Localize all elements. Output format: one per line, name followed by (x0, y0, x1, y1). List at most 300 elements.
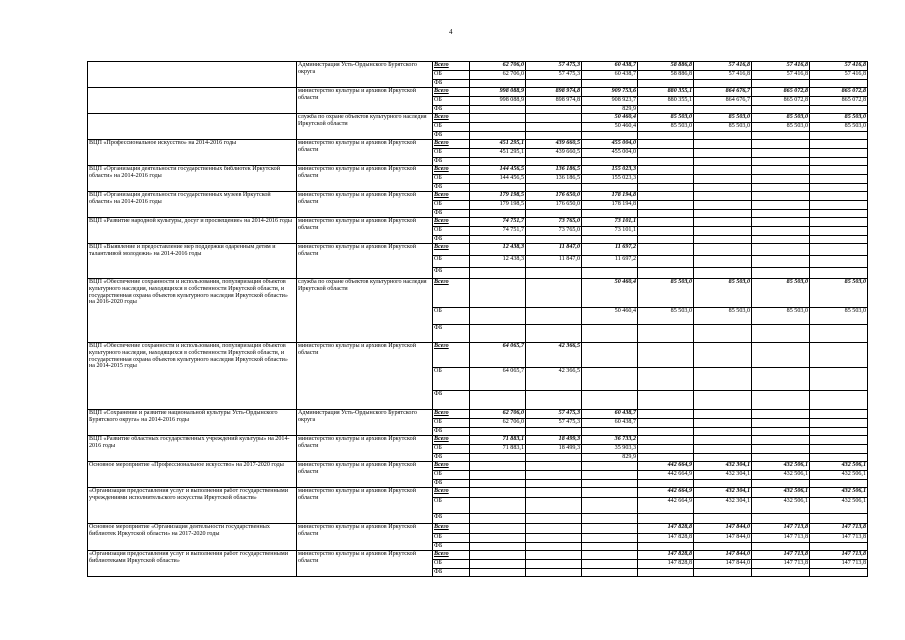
amount-cell (694, 368, 752, 391)
amount-cell: 432 506,1 (752, 498, 810, 514)
amount-cell (810, 175, 868, 184)
amount-cell (582, 480, 638, 488)
amount-cell: 57 416,8 (752, 71, 810, 80)
amount-cell (694, 80, 752, 88)
amount-cell (694, 391, 752, 410)
amount-cell (694, 256, 752, 268)
amount-cell (810, 166, 868, 175)
funding-source-cell: ФБ (433, 325, 470, 343)
funding-source-cell: ФБ (433, 514, 470, 524)
funding-source-cell: ФБ (433, 184, 470, 192)
amount-cell: 178 194,8 (582, 201, 638, 210)
amount-cell (526, 158, 582, 166)
amount-cell (810, 106, 868, 114)
amount-cell: 62 706,0 (470, 62, 526, 71)
amount-cell (526, 184, 582, 192)
amount-cell (470, 132, 526, 140)
amount-cell (694, 410, 752, 419)
amount-cell (526, 462, 582, 471)
amount-cell: 451 295,1 (470, 140, 526, 149)
amount-cell: 12 438,3 (470, 244, 526, 256)
amount-cell: 864 676,7 (694, 97, 752, 106)
amount-cell (582, 343, 638, 368)
amount-cell (752, 454, 810, 462)
amount-cell: 85 503,0 (810, 123, 868, 132)
funding-source-cell: ОБ (433, 308, 470, 325)
amount-cell (582, 368, 638, 391)
amount-cell (752, 218, 810, 227)
program-name-cell (88, 114, 297, 140)
funding-source-cell: ФБ (433, 428, 470, 436)
amount-cell (752, 236, 810, 244)
amount-cell (638, 343, 694, 368)
amount-cell (582, 534, 638, 543)
amount-cell: 50 460,4 (582, 123, 638, 132)
amount-cell (694, 419, 752, 428)
amount-cell (810, 445, 868, 454)
amount-cell (810, 480, 868, 488)
amount-cell (470, 210, 526, 218)
amount-cell (694, 192, 752, 201)
amount-cell (694, 201, 752, 210)
table-row (88, 551, 868, 560)
amount-cell (582, 391, 638, 410)
amount-cell: 432 506,1 (810, 471, 868, 480)
amount-cell: 865 072,8 (810, 97, 868, 106)
amount-cell (470, 106, 526, 114)
amount-cell (582, 543, 638, 551)
amount-cell: 147 713,8 (810, 560, 868, 569)
amount-cell (752, 445, 810, 454)
amount-cell (470, 462, 526, 471)
executor-cell: министерство культуры и архивов Иркутской области (297, 524, 433, 551)
amount-cell (638, 419, 694, 428)
program-name-cell: ВЦП «Выявление и предоставление мер поддержки одаренным детям и талантливой молодежи» на 2014-2016 годы (88, 244, 297, 279)
amount-cell: 442 664,9 (638, 498, 694, 514)
amount-cell: 179 198,5 (470, 192, 526, 201)
table-row (88, 343, 868, 368)
amount-cell: 12 438,3 (470, 256, 526, 268)
amount-cell (752, 391, 810, 410)
amount-cell: 147 713,8 (752, 524, 810, 534)
amount-cell: 60 438,7 (582, 71, 638, 80)
amount-cell: 57 416,8 (752, 62, 810, 71)
amount-cell (694, 569, 752, 577)
amount-cell (810, 132, 868, 140)
amount-cell (752, 325, 810, 343)
amount-cell: 909 753,6 (582, 88, 638, 97)
amount-cell (694, 218, 752, 227)
amount-cell (694, 236, 752, 244)
funding-source-cell: ФБ (433, 543, 470, 551)
program-name-cell: Основное мероприятие «Профессиональное искусство» на 2017-2020 годы (88, 462, 297, 488)
funding-source-cell: ФБ (433, 158, 470, 166)
amount-cell: 829,9 (582, 454, 638, 462)
amount-cell (810, 80, 868, 88)
amount-cell (694, 436, 752, 445)
funding-source-cell: Всего (433, 551, 470, 560)
amount-cell (810, 244, 868, 256)
amount-cell: 58 886,8 (638, 71, 694, 80)
amount-cell: 85 503,0 (752, 123, 810, 132)
program-name-cell: ВЦП «Обеспечение сохранности и использования, популяризация объектов культурного наследия, находящихся в собственности Иркутской области, и государственная охрана объектов культурного наследия Иркутской области» на 2014-2015 годы (88, 343, 297, 410)
amount-cell (526, 114, 582, 123)
amount-cell: 147 828,8 (638, 524, 694, 534)
amount-cell (526, 268, 582, 279)
amount-cell: 144 456,5 (470, 175, 526, 184)
funding-source-cell: ОБ (433, 471, 470, 480)
table-row (88, 524, 868, 534)
amount-cell: 85 503,0 (694, 114, 752, 123)
amount-cell (752, 436, 810, 445)
amount-cell: 57 416,8 (694, 71, 752, 80)
amount-cell (694, 166, 752, 175)
amount-cell (810, 428, 868, 436)
budget-table-body (88, 62, 868, 577)
amount-cell (526, 391, 582, 410)
funding-source-cell: Всего (433, 524, 470, 534)
amount-cell (752, 192, 810, 201)
program-name-cell: ВЦП «Обеспечение сохранности и использования, популяризация объектов культурного наследия, находящихся в собственности Иркутской области, и государственная охрана объектов культурного наследия Иркутской области» на 2016-2020 годы (88, 279, 297, 343)
amount-cell (526, 279, 582, 308)
amount-cell: 147 844,0 (694, 524, 752, 534)
funding-source-cell: ФБ (433, 80, 470, 88)
amount-cell (470, 158, 526, 166)
funding-source-cell: ОБ (433, 368, 470, 391)
amount-cell (638, 325, 694, 343)
funding-source-cell: Всего (433, 192, 470, 201)
amount-cell (638, 140, 694, 149)
amount-cell (638, 218, 694, 227)
amount-cell (526, 80, 582, 88)
amount-cell: 85 503,0 (810, 279, 868, 308)
amount-cell (582, 488, 638, 498)
amount-cell: 36 733,2 (582, 436, 638, 445)
amount-cell (752, 210, 810, 218)
amount-cell (810, 514, 868, 524)
amount-cell: 73 765,0 (526, 227, 582, 236)
amount-cell: 50 460,4 (582, 114, 638, 123)
amount-cell (752, 184, 810, 192)
executor-cell: министерство культуры и архивов Иркутской области (297, 88, 433, 114)
amount-cell (526, 210, 582, 218)
amount-cell (638, 192, 694, 201)
amount-cell: 58 886,8 (638, 62, 694, 71)
amount-cell: 11 697,2 (582, 256, 638, 268)
amount-cell: 85 503,0 (638, 114, 694, 123)
amount-cell: 57 416,8 (810, 71, 868, 80)
amount-cell (526, 325, 582, 343)
amount-cell (638, 166, 694, 175)
amount-cell: 176 650,0 (526, 201, 582, 210)
amount-cell: 432 304,1 (694, 498, 752, 514)
table-row (88, 218, 868, 227)
table-row (88, 410, 868, 419)
executor-cell: министерство культуры и архивов Иркутской области (297, 244, 433, 279)
amount-cell (694, 158, 752, 166)
table-row (88, 462, 868, 471)
amount-cell (810, 543, 868, 551)
amount-cell: 85 503,0 (638, 279, 694, 308)
amount-cell (638, 132, 694, 140)
amount-cell (752, 201, 810, 210)
amount-cell (470, 471, 526, 480)
program-name-cell: ВЦП «Развитие областных государственных учреждений культуры» на 2014-2016 годы (88, 436, 297, 462)
amount-cell (810, 325, 868, 343)
funding-source-cell: ОБ (433, 201, 470, 210)
funding-source-cell: ОБ (433, 256, 470, 268)
amount-cell (810, 410, 868, 419)
amount-cell: 455 004,0 (582, 149, 638, 158)
amount-cell (638, 256, 694, 268)
amount-cell (470, 236, 526, 244)
amount-cell: 865 072,8 (810, 88, 868, 97)
amount-cell (582, 210, 638, 218)
amount-cell (470, 534, 526, 543)
amount-cell: 998 088,9 (470, 97, 526, 106)
funding-source-cell: Всего (433, 410, 470, 419)
amount-cell: 60 438,7 (582, 62, 638, 71)
amount-cell (582, 462, 638, 471)
amount-cell (638, 454, 694, 462)
amount-cell: 85 503,0 (694, 279, 752, 308)
amount-cell (470, 325, 526, 343)
amount-cell: 73 101,1 (582, 227, 638, 236)
amount-cell (470, 268, 526, 279)
amount-cell (694, 480, 752, 488)
executor-cell: министерство культуры и архивов Иркутской области (297, 462, 433, 488)
amount-cell: 57 475,3 (526, 71, 582, 80)
amount-cell (526, 132, 582, 140)
amount-cell (752, 480, 810, 488)
amount-cell (470, 428, 526, 436)
amount-cell: 57 475,3 (526, 410, 582, 419)
funding-source-cell: ФБ (433, 268, 470, 279)
amount-cell (694, 454, 752, 462)
funding-source-cell: ОБ (433, 227, 470, 236)
amount-cell (752, 268, 810, 279)
amount-cell (638, 201, 694, 210)
amount-cell (752, 410, 810, 419)
amount-cell (752, 514, 810, 524)
amount-cell: 442 664,9 (638, 462, 694, 471)
amount-cell: 176 650,0 (526, 192, 582, 201)
amount-cell (694, 445, 752, 454)
amount-cell (810, 149, 868, 158)
amount-cell: 829,9 (582, 106, 638, 114)
amount-cell (582, 471, 638, 480)
table-row (88, 244, 868, 256)
amount-cell (638, 236, 694, 244)
amount-cell (810, 201, 868, 210)
amount-cell (582, 524, 638, 534)
funding-source-cell: ФБ (433, 480, 470, 488)
table-row (88, 488, 868, 498)
amount-cell: 136 186,5 (526, 166, 582, 175)
funding-source-cell: Всего (433, 166, 470, 175)
amount-cell (752, 368, 810, 391)
amount-cell: 57 475,3 (526, 62, 582, 71)
executor-cell: министерство культуры и архивов Иркутской области (297, 140, 433, 166)
amount-cell: 18 499,3 (526, 445, 582, 454)
amount-cell (752, 428, 810, 436)
amount-cell (638, 106, 694, 114)
amount-cell: 880 355,1 (638, 97, 694, 106)
table-row (88, 62, 868, 71)
funding-source-cell: Всего (433, 88, 470, 97)
amount-cell: 50 460,4 (582, 279, 638, 308)
amount-cell: 71 883,1 (470, 436, 526, 445)
amount-cell (470, 454, 526, 462)
amount-cell: 85 503,0 (752, 279, 810, 308)
amount-cell: 908 923,7 (582, 97, 638, 106)
amount-cell (638, 175, 694, 184)
amount-cell: 439 660,5 (526, 140, 582, 149)
amount-cell: 74 751,7 (470, 227, 526, 236)
amount-cell (582, 236, 638, 244)
amount-cell: 50 460,4 (582, 308, 638, 325)
amount-cell: 85 503,0 (694, 308, 752, 325)
amount-cell (526, 471, 582, 480)
funding-source-cell: Всего (433, 279, 470, 308)
amount-cell (582, 158, 638, 166)
amount-cell: 57 416,8 (694, 62, 752, 71)
funding-source-cell: Всего (433, 114, 470, 123)
funding-source-cell: ОБ (433, 97, 470, 106)
amount-cell (810, 210, 868, 218)
amount-cell: 85 503,0 (752, 114, 810, 123)
amount-cell (638, 244, 694, 256)
amount-cell (638, 391, 694, 410)
amount-cell: 71 883,1 (470, 445, 526, 454)
amount-cell: 85 503,0 (752, 308, 810, 325)
table-row (88, 436, 868, 445)
amount-cell (470, 114, 526, 123)
amount-cell (810, 454, 868, 462)
amount-cell (638, 184, 694, 192)
amount-cell (526, 514, 582, 524)
program-name-cell: ВЦП «Развитие народной культуры, досуг и просвещение» на 2014-2016 годы (88, 218, 297, 244)
amount-cell (526, 543, 582, 551)
amount-cell: 147 828,8 (638, 551, 694, 560)
amount-cell (810, 569, 868, 577)
funding-source-cell: ОБ (433, 175, 470, 184)
amount-cell (470, 279, 526, 308)
amount-cell: 85 503,0 (810, 114, 868, 123)
amount-cell (752, 166, 810, 175)
funding-source-cell: ОБ (433, 71, 470, 80)
amount-cell: 898 974,8 (526, 88, 582, 97)
table-row (88, 114, 868, 123)
amount-cell (582, 132, 638, 140)
amount-cell: 998 088,9 (470, 88, 526, 97)
amount-cell (752, 227, 810, 236)
amount-cell (694, 543, 752, 551)
amount-cell: 74 751,7 (470, 218, 526, 227)
amount-cell (470, 560, 526, 569)
funding-source-cell: Всего (433, 488, 470, 498)
amount-cell: 898 974,8 (526, 97, 582, 106)
amount-cell: 179 198,5 (470, 201, 526, 210)
amount-cell (582, 268, 638, 279)
funding-source-cell: Всего (433, 62, 470, 71)
amount-cell (752, 343, 810, 368)
amount-cell: 155 023,3 (582, 166, 638, 175)
amount-cell (810, 218, 868, 227)
amount-cell (810, 268, 868, 279)
executor-cell: служба по охране объектов культурного наследия Иркутской области (297, 279, 433, 343)
amount-cell (810, 256, 868, 268)
amount-cell (810, 158, 868, 166)
amount-cell (810, 192, 868, 201)
amount-cell (638, 158, 694, 166)
funding-source-cell: ФБ (433, 236, 470, 244)
amount-cell: 439 660,5 (526, 149, 582, 158)
amount-cell (752, 149, 810, 158)
amount-cell (638, 480, 694, 488)
amount-cell: 432 506,1 (810, 462, 868, 471)
amount-cell: 147 713,8 (810, 551, 868, 560)
amount-cell (526, 480, 582, 488)
amount-cell: 147 713,8 (810, 534, 868, 543)
amount-cell: 85 503,0 (694, 123, 752, 132)
amount-cell (752, 256, 810, 268)
amount-cell: 42 366,5 (526, 368, 582, 391)
amount-cell: 432 506,1 (752, 488, 810, 498)
amount-cell (638, 410, 694, 419)
program-name-cell: «Организация предоставления услуг и выполнения работ государственными библиотеками Иркутской области» (88, 551, 297, 577)
amount-cell (526, 236, 582, 244)
amount-cell (582, 80, 638, 88)
amount-cell: 865 072,8 (752, 88, 810, 97)
program-name-cell (88, 88, 297, 114)
amount-cell (526, 569, 582, 577)
amount-cell (810, 391, 868, 410)
amount-cell (526, 534, 582, 543)
funding-source-cell: ОБ (433, 560, 470, 569)
funding-source-cell: Всего (433, 436, 470, 445)
amount-cell (810, 343, 868, 368)
amount-cell (638, 428, 694, 436)
amount-cell (810, 236, 868, 244)
amount-cell (582, 551, 638, 560)
table-row (88, 192, 868, 201)
amount-cell (470, 551, 526, 560)
funding-source-cell: Всего (433, 218, 470, 227)
amount-cell: 62 706,0 (470, 410, 526, 419)
amount-cell (638, 80, 694, 88)
amount-cell: 57 416,8 (810, 62, 868, 71)
amount-cell (694, 184, 752, 192)
program-name-cell: ВЦП «Организация деятельности государственных библиотек Иркутской области» на 2014-2016 годы (88, 166, 297, 192)
amount-cell (752, 80, 810, 88)
amount-cell (810, 140, 868, 149)
amount-cell (582, 569, 638, 577)
amount-cell (526, 428, 582, 436)
amount-cell: 57 475,3 (526, 419, 582, 428)
amount-cell: 432 304,1 (694, 471, 752, 480)
amount-cell: 147 713,8 (810, 524, 868, 534)
amount-cell (694, 514, 752, 524)
program-name-cell: «Организация предоставления услуг и выполнения работ государственными учреждениями исполнительского искусства Иркутской области» (88, 488, 297, 524)
table-row (88, 140, 868, 149)
table-row (88, 279, 868, 308)
amount-cell: 147 844,0 (694, 534, 752, 543)
amount-cell: 18 499,3 (526, 436, 582, 445)
amount-cell (638, 436, 694, 445)
amount-cell: 432 506,1 (810, 488, 868, 498)
amount-cell: 178 194,8 (582, 192, 638, 201)
